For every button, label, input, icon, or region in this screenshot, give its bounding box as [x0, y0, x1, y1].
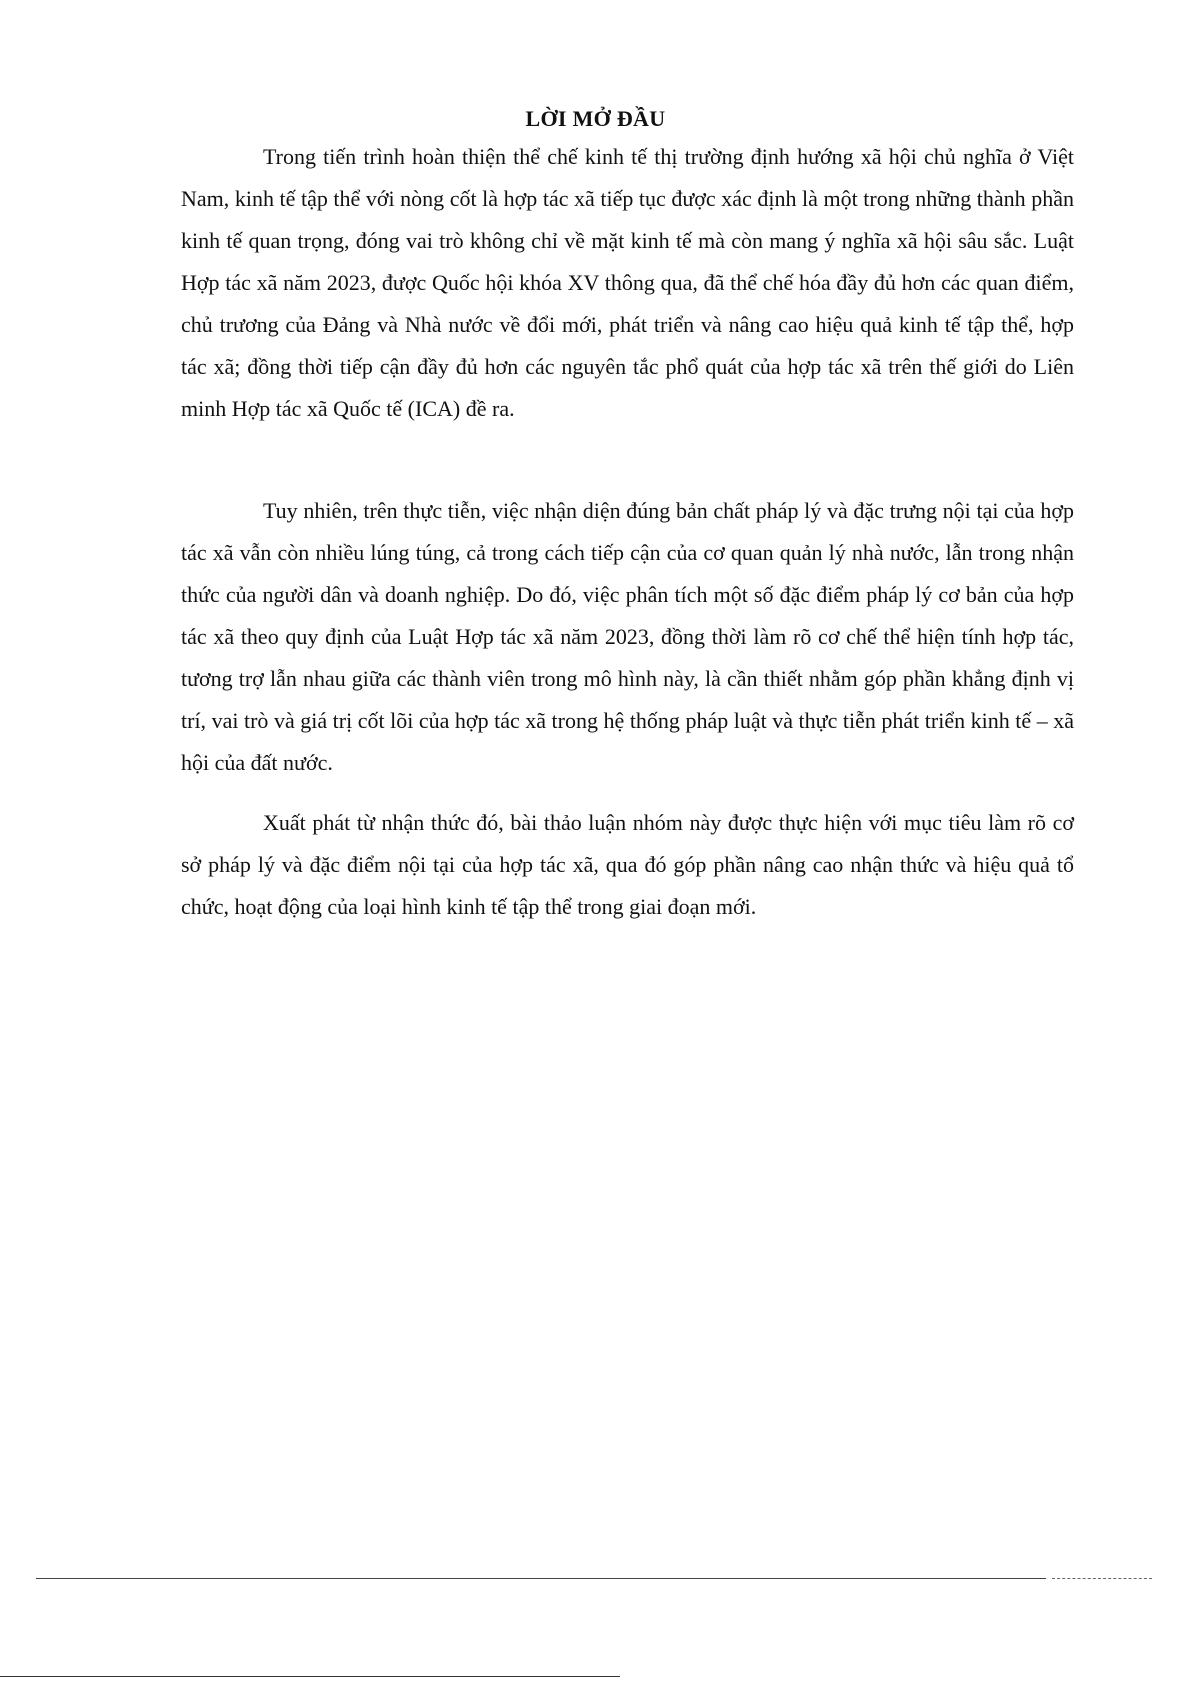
- footer-divider-dashed: [1052, 1578, 1152, 1579]
- footer-divider: [36, 1578, 1046, 1579]
- paragraph-problem: Tuy nhiên, trên thực tiễn, việc nhận diện đúng bản chất pháp lý và đặc trưng nội tại của hợp tác xã vẫn còn nhiều lúng túng, cả trong cách tiếp cận của cơ quan quản lý nhà nước, lẫn trong nhận thức của người dân và doanh nghiệp. Do đó, việc phân tích một số đặc điểm pháp lý cơ bản của hợp tác xã theo quy định của Luật Hợp tác xã năm 2023, đồng thời làm rõ cơ chế thể hiện tính hợp tác, tương trợ lẫn nhau giữa các thành viên trong mô hình này, là cần thiết nhằm góp phần khẳng định vị trí, vai trò và giá trị cốt lõi của hợp tác xã trong hệ thống pháp luật và thực tiễn phát triển kinh tế – xã hội của đất nước.: [181, 498, 1074, 775]
- page-title: LỜI MỞ ĐẦU: [525, 106, 666, 131]
- paragraph-intro: Trong tiến trình hoàn thiện thể chế kinh tế thị trường định hướng xã hội chủ nghĩa ở Việt Nam, kinh tế tập thể với nòng cốt là hợp tác xã tiếp tục được xác định là một trong những thành phần kinh tế quan trọng, đóng vai trò không chỉ về mặt kinh tế mà còn mang ý nghĩa xã hội sâu sắc. Luật Hợp tác xã năm 2023, được Quốc hội khóa XV thông qua, đã thể chế hóa đầy đủ hơn các quan điểm, chủ trương của Đảng và Nhà nước về đổi mới, phát triển và nâng cao hiệu quả kinh tế tập thể, hợp tác xã; đồng thời tiếp cận đầy đủ hơn các nguyên tắc phổ quát của hợp tác xã trên thế giới do Liên minh Hợp tác xã Quốc tế (ICA) đề ra.: [181, 144, 1074, 421]
- paragraph-objective: Xuất phát từ nhận thức đó, bài thảo luận nhóm này được thực hiện với mục tiêu làm rõ cơ sở pháp lý và đặc điểm nội tại của hợp tác xã, qua đó góp phần nâng cao nhận thức và hiệu quả tổ chức, hoạt động của loại hình kinh tế tập thể trong giai đoạn mới.: [181, 810, 1074, 919]
- bottom-edge-line: [0, 1676, 620, 1677]
